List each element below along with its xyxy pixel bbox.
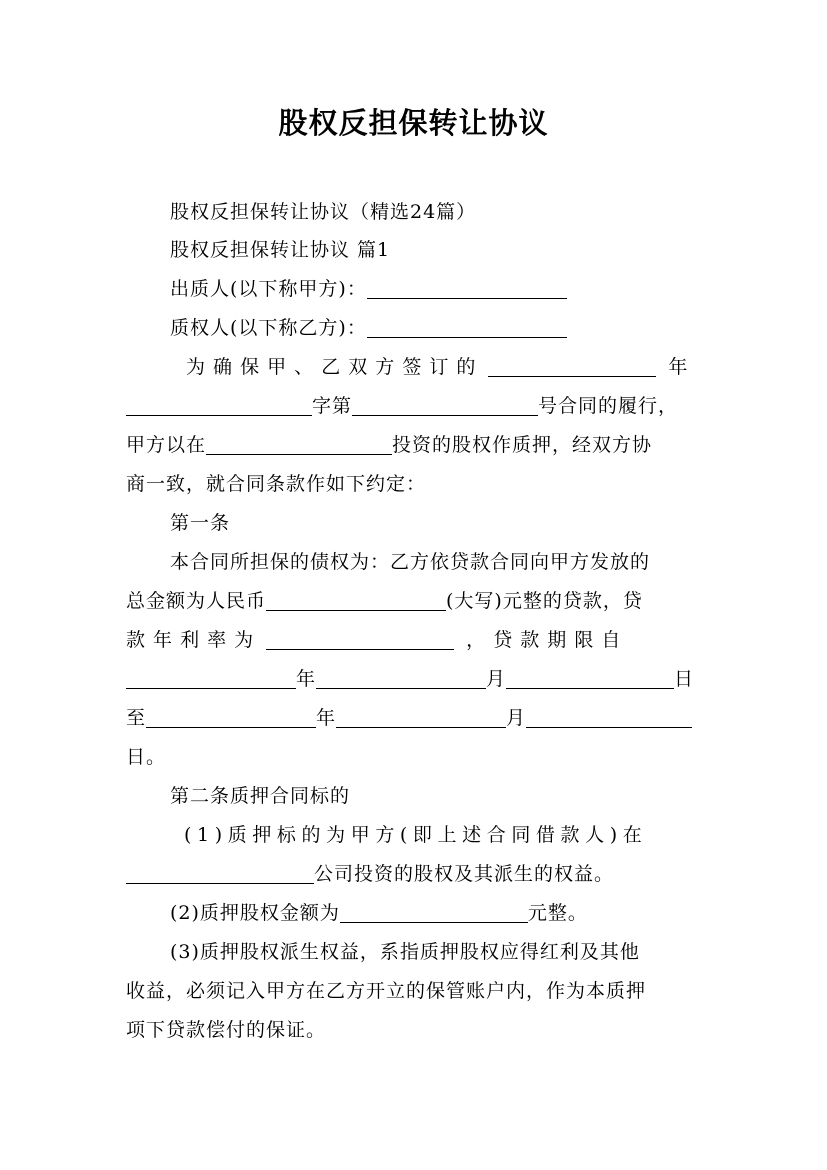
pledgee-blank (367, 317, 567, 338)
text: 投资的股权作质押，经双方协 (392, 434, 653, 456)
text: 本合同所担保的债权为：乙方依贷款合同向甲方发放的 (170, 551, 651, 573)
subtitle-line (170, 197, 702, 227)
text: (大写)元整的贷款，贷 (446, 590, 643, 612)
pledgee-line (170, 313, 702, 343)
article-heading (170, 781, 702, 811)
text: 总金额为人民币 (126, 590, 267, 612)
text: 股权反担保转让协议（精选24篇） (170, 201, 477, 223)
blank (526, 707, 692, 728)
text: 为 确 保 甲 、 乙 双 方 签 订 的 (186, 356, 477, 378)
text: 日 (674, 668, 695, 690)
paragraph-line (126, 859, 702, 889)
rate-blank (266, 629, 454, 650)
blank (352, 395, 538, 416)
paragraph-line (126, 976, 702, 1006)
paragraph-line (170, 898, 702, 928)
amount-blank (266, 590, 446, 611)
blank (488, 356, 656, 377)
paragraph-line (126, 625, 702, 655)
text: 年 (668, 356, 689, 378)
amount-blank (340, 902, 528, 923)
text: 商一致，就合同条款作如下约定： (126, 473, 427, 495)
text: 项下贷款偿付的保证。 (126, 1019, 327, 1041)
paragraph-line (126, 586, 702, 616)
text: (3)质押股权派生权益，系指质押股权应得红利及其他 (170, 941, 640, 963)
text: 公司投资的股权及其派生的权益。 (314, 863, 615, 885)
text: ， 贷 款 期 限 自 (466, 629, 622, 651)
blank (336, 707, 506, 728)
text: 月 (506, 707, 527, 729)
text: 款 年 利 率 为 (126, 629, 255, 651)
text: 字第 (312, 395, 353, 417)
blank (126, 395, 312, 416)
blank (146, 707, 316, 728)
paragraph-line (126, 391, 702, 421)
text: 第二条质押合同标的 (170, 785, 351, 807)
section-heading (170, 235, 702, 265)
paragraph-line (170, 937, 702, 967)
text: 至 (126, 707, 147, 729)
paragraph-line (126, 703, 702, 733)
text: 甲方以在 (126, 434, 207, 456)
pledgor-blank (367, 278, 567, 299)
blank (126, 668, 296, 689)
paragraph-line (126, 1015, 702, 1045)
text: (2)质押股权金额为 (170, 902, 340, 924)
text: 年 (296, 668, 317, 690)
text: 日。 (126, 746, 167, 768)
blank (506, 668, 674, 689)
text: 第一条 (170, 512, 231, 534)
text: 年 (316, 707, 337, 729)
paragraph-line (170, 547, 702, 577)
paragraph-line (126, 469, 702, 499)
text: 元整。 (527, 902, 588, 924)
blank (206, 434, 392, 455)
text: 股权反担保转让协议 篇1 (170, 239, 391, 261)
pledgor-label: 出质人(以下称甲方)： (170, 278, 367, 300)
paragraph-line (184, 820, 702, 850)
pledgee-label: 质权人(以下称乙方)： (170, 317, 367, 339)
paragraph-line (126, 742, 702, 772)
text: (1)质押标的为甲方(即上述合同借款人)在 (184, 824, 648, 846)
document-title: 股权反担保转让协议 (278, 106, 549, 140)
paragraph-line (126, 430, 702, 460)
paragraph-line (126, 664, 702, 694)
company-blank (126, 863, 314, 884)
text: 收益，必须记入甲方在乙方开立的保管账户内，作为本质押 (126, 980, 647, 1002)
article-heading (170, 508, 702, 538)
text: 月 (486, 668, 507, 690)
paragraph-line (186, 352, 702, 382)
text: 号合同的履行， (538, 395, 679, 417)
pledgor-line (170, 274, 702, 304)
blank (316, 668, 486, 689)
